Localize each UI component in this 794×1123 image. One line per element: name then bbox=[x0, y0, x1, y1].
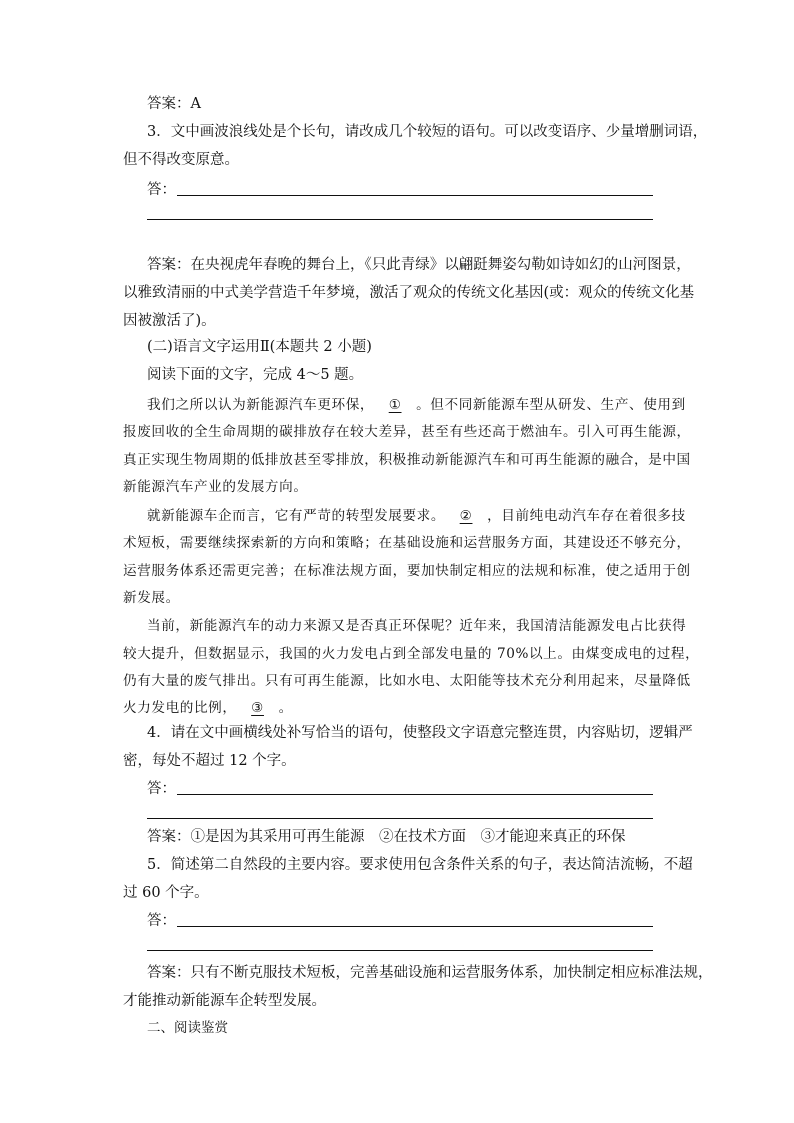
q2-answer: 答案：A bbox=[147, 96, 201, 112]
q3-solution-line3: 因被激活了)。 bbox=[123, 313, 216, 329]
passage-p1-line4: 新能源汽车产业的发展方向。 bbox=[123, 479, 308, 495]
passage-p2-line3: 运营服务体系还需更完善；在标准法规方面，要加快制定相应的法规和标准，使之适用于创 bbox=[123, 563, 691, 579]
q3-prompt-line1: 3．文中画波浪线处是个长句，请改成几个较短的语句。可以改变语序、少量增删词语， bbox=[147, 124, 708, 140]
passage-p3-line3: 仍有大量的废气排出。只有可再生能源，比如水电、太阳能等技术充分利用起来，尽量降低 bbox=[123, 673, 691, 689]
passage-p1-line3: 真正实现生物周期的低排放甚至零排放，积极推动新能源汽车和可再生能源的融合，是中国 bbox=[123, 452, 691, 468]
passage-p2-line1 bbox=[147, 505, 686, 527]
q5-answer-label: 答： bbox=[147, 913, 176, 929]
passage-text: 就新能源车企而言，它有严苛的转型发展要求。 bbox=[147, 508, 446, 524]
q3-prompt-line2: 但不得改变原意。 bbox=[123, 152, 239, 168]
passage-p3-line1: 当前，新能源汽车的动力来源又是否真正环保呢？近年来，我国清洁能源发电占比获得 bbox=[147, 618, 687, 634]
reading-instruction: 阅读下面的文字，完成 4～5 题。 bbox=[147, 367, 364, 383]
passage-text: 火力发电的比例， bbox=[123, 700, 237, 716]
q4-solution: 答案：①是因为其采用可再生能源 ②在技术方面 ③才能迎来真正的环保 bbox=[147, 829, 626, 845]
q4-prompt-line1: 4．请在文中画横线处补写恰当的语句，使整段文字语意完整连贯，内容贴切，逻辑严 bbox=[147, 725, 693, 741]
q3-answer-line-1[interactable] bbox=[177, 195, 653, 196]
passage-p3-line4 bbox=[123, 697, 293, 719]
q3-solution-line2: 以雅致清丽的中式美学营造千年梦境，激活了观众的传统文化基因(或：观众的传统文化基 bbox=[123, 285, 695, 301]
q5-solution-line2: 才能推动新能源车企转型发展。 bbox=[123, 993, 326, 1009]
q5-prompt-line1: 5．简述第二自然段的主要内容。要求使用包含条件关系的句子，表达简洁流畅，不超 bbox=[147, 857, 693, 873]
blank-3: ③ bbox=[251, 700, 264, 716]
passage-p1-line2: 报废回收的全生命周期的碳排放存在较大差异，甚至有些还高于燃油车。引入可再生能源， bbox=[123, 424, 691, 440]
next-section-heading: 二、阅读鉴赏 bbox=[147, 1020, 228, 1036]
q5-prompt-line2: 过 60 个字。 bbox=[123, 885, 209, 901]
q4-answer-line-2[interactable] bbox=[147, 818, 653, 819]
passage-p3-line2: 较大提升，但数据显示，我国的火力发电占到全部发电量的 70%以上。由煤变成电的过程， bbox=[123, 646, 700, 662]
passage-text: 。 bbox=[278, 700, 293, 716]
q5-solution-line1: 答案：只有不断克服技术短板，完善基础设施和运营服务体系，加快制定相应标准法规， bbox=[147, 965, 713, 981]
passage-p1-line1 bbox=[147, 394, 686, 416]
q5-answer-line-1[interactable] bbox=[177, 926, 653, 927]
q4-answer-line-1[interactable] bbox=[177, 794, 653, 795]
passage-text: 我们之所以认为新能源汽车更环保， bbox=[147, 397, 375, 413]
passage-p2-line4: 新发展。 bbox=[123, 590, 180, 606]
passage-text: ，目前纯电动汽车存在着很多技 bbox=[487, 508, 686, 524]
blank-1: ① bbox=[388, 397, 402, 413]
q3-answer-label: 答： bbox=[147, 182, 176, 198]
q3-solution-line1: 答案：在央视虎年春晚的舞台上，《只此青绿》以翩跹舞姿勾勒如诗如幻的山河图景， bbox=[147, 257, 691, 273]
q5-answer-line-2[interactable] bbox=[147, 950, 653, 951]
section-heading: (二)语言文字运用Ⅱ(本题共 2 小题) bbox=[147, 339, 372, 355]
q3-answer-line-2[interactable] bbox=[147, 219, 653, 220]
passage-text: 。但不同新能源车型从研发、生产、使用到 bbox=[416, 397, 686, 413]
blank-2: ② bbox=[459, 508, 473, 524]
passage-p2-line2: 术短板，需要继续探索新的方向和策略；在基础设施和运营服务方面，其建设还不够充分， bbox=[123, 535, 691, 551]
q4-answer-label: 答： bbox=[147, 781, 176, 797]
q4-prompt-line2: 密，每处不超过 12 个字。 bbox=[123, 753, 296, 769]
